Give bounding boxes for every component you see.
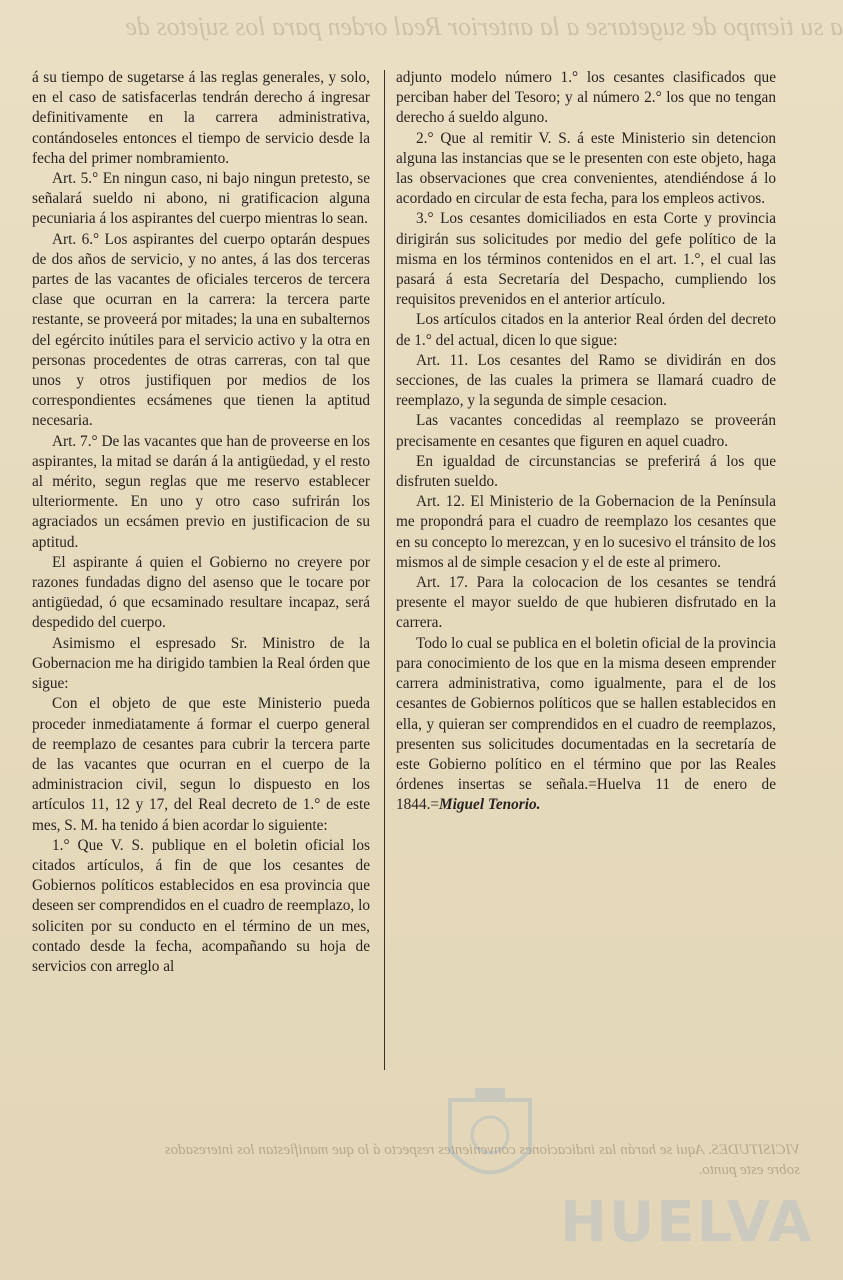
right-column — [396, 68, 776, 816]
library-watermark — [430, 1080, 814, 1270]
column-divider — [384, 70, 385, 1070]
right-paragraph: Art. 17. Para la colocacion de los cesantes se tendrá presente el mayor sueldo de que hubieren disfrutado en la carrera. — [396, 574, 776, 632]
left-paragraph: á su tiempo de sugetarse á las reglas generales, y solo, en el caso de satisfacerlas tendrán derecho á ingresar definitivamente en la carrera administrativa, contándoseles entonces el tiempo de servicio desde la fecha del primer nombramiento. — [32, 69, 370, 167]
left-paragraph: Art. 7.° De las vacantes que han de proveerse en los aspirantes, la mitad se darán á la antigüedad, y el resto al mérito, segun reglas que me reservo establecer ulteriormente. En uno y otro caso sufrirán los agraciados un ecsámen previo en justificacion de su aptitud. — [32, 432, 370, 551]
bleed-through-text-bottom: VICISITUDES. Aqui se harán las indicaciones convenientes respecto á lo que manifiestan los interesados sobre este punto. — [164, 1142, 800, 1178]
left-paragraph: 1.° Que V. S. publique en el boletin oficial los citados artículos, á fin de que los cesantes de Gobiernos políticos establecidos en esa provincia que deseen ser comprendidos en el cuadro de reemplazo, lo soliciten por su conducto en el término de un mes, contado desde la fecha, acompañando su hoja de servicios con arreglo al — [32, 836, 370, 975]
left-paragraph: El aspirante á quien el Gobierno no creyere por razones fundadas digno del asenso que le tocare por antigüedad, ó que ecsaminado resultare incapaz, será despedido del cuerpo. — [32, 553, 370, 632]
crest-icon — [430, 1080, 550, 1200]
watermark-text: HUELVA — [560, 1190, 814, 1255]
right-paragraph: adjunto modelo número 1.° los cesantes clasificados que perciban haber del Tesoro; y al número 2.° los que no tengan derecho á sueldo alguno. — [396, 69, 776, 127]
right-paragraph: En igualdad de circunstancias se preferirá á los que disfruten sueldo. — [396, 452, 776, 491]
left-column — [32, 68, 370, 977]
left-paragraph: Art. 6.° Los aspirantes del cuerpo optarán despues de dos años de servicio, y no antes, á las dos terceras partes de las vacantes de oficiales terceros de tercera clase que ocurran en la carrera: la tercera parte restante, se proveerá por mitades; la una en subalternos del egército inútiles para el servicio activo y la otra en personas procedentes de otras carreras, con tal que unos y otros justifiquen por medios de los correspondientes ecsámenes que tienen la aptitud necesaria. — [32, 230, 370, 430]
right-paragraph — [396, 634, 776, 816]
right-paragraph: Art. 12. El Ministerio de la Gobernacion de la Península me propondrá para el cuadro de reemplazo los cesantes que en su concepto lo merezcan, y en lo sucesivo el tránsito de los mismos al de simple cesacion y el de este al primero. — [396, 493, 776, 571]
signature: Miguel Tenorio. — [439, 796, 541, 814]
right-paragraph: Los artículos citados en la anterior Real órden del decreto de 1.° del actual, dicen lo que sigue: — [396, 311, 776, 349]
right-paragraph: Art. 11. Los cesantes del Ramo se dividirán en dos secciones, de las cuales la primera se llamará cuadro de reemplazo, y la segunda de simple cesacion. — [396, 351, 776, 410]
left-paragraph: Con el objeto de que este Ministerio pueda proceder inmediatamente á formar el cuerpo general de reemplazo de cesantes para cubrir la tercera parte de las vacantes que ocurran en el cuerpo de la administracion civil, segun lo dispuesto en los artículos 11, 12 y 17, del Real decreto de 1.° de este mes, S. M. ha tenido á bien acordar lo siguiente: — [32, 695, 370, 834]
right-paragraph: 2.° Que al remitir V. S. á este Ministerio sin detencion alguna las instancias que se le presenten con este objeto, haga las observaciones que crea convenientes, atendiéndose á lo acordado en circular de esta fecha, para los empleos activos. — [396, 129, 776, 208]
left-paragraph: Asimismo el espresado Sr. Ministro de la Gobernacion me ha dirigido tambien la Real órden que sigue: — [32, 634, 370, 693]
bleed-through-text-top: a su tiempo de sugetarse a la anterior Real orden para los sujetos de — [125, 12, 843, 41]
right-paragraph: 3.° Los cesantes domiciliados en esta Corte y provincia dirigirán sus solicitudes por medio del gefe político de la misma en los términos contenidos en el art. 1.°, el cual las pasará á esta Secretaría del Despacho, cumpliendo los requisitos prevenidos en el anterior artículo. — [396, 210, 776, 309]
left-paragraph: Art. 5.° En ningun caso, ni bajo ningun pretesto, se señalará sueldo ni abono, ni gratificacion alguna pecuniaria á los aspirantes del cuerpo mientras lo sean. — [32, 170, 370, 228]
right-paragraph: Las vacantes concedidas al reemplazo se proveerán precisamente en cesantes que figuren en aquel cuadro. — [396, 412, 776, 450]
closing-text: Todo lo cual se publica en el boletin oficial de la provincia para conocimiento de los que en la misma deseen emprender carrera administrativa, como igualmente, para el de los cesantes de Gobiernos políticos que se hallen establecidos en ella, y quieran ser comprendidos en el cuadro de reemplazos, presenten sus solicitudes documentadas en la secretaría de este Gobierno político en el término que por las Reales órdenes insertas se señala.=Huelva 11 de enero de 1844.= — [396, 634, 776, 814]
